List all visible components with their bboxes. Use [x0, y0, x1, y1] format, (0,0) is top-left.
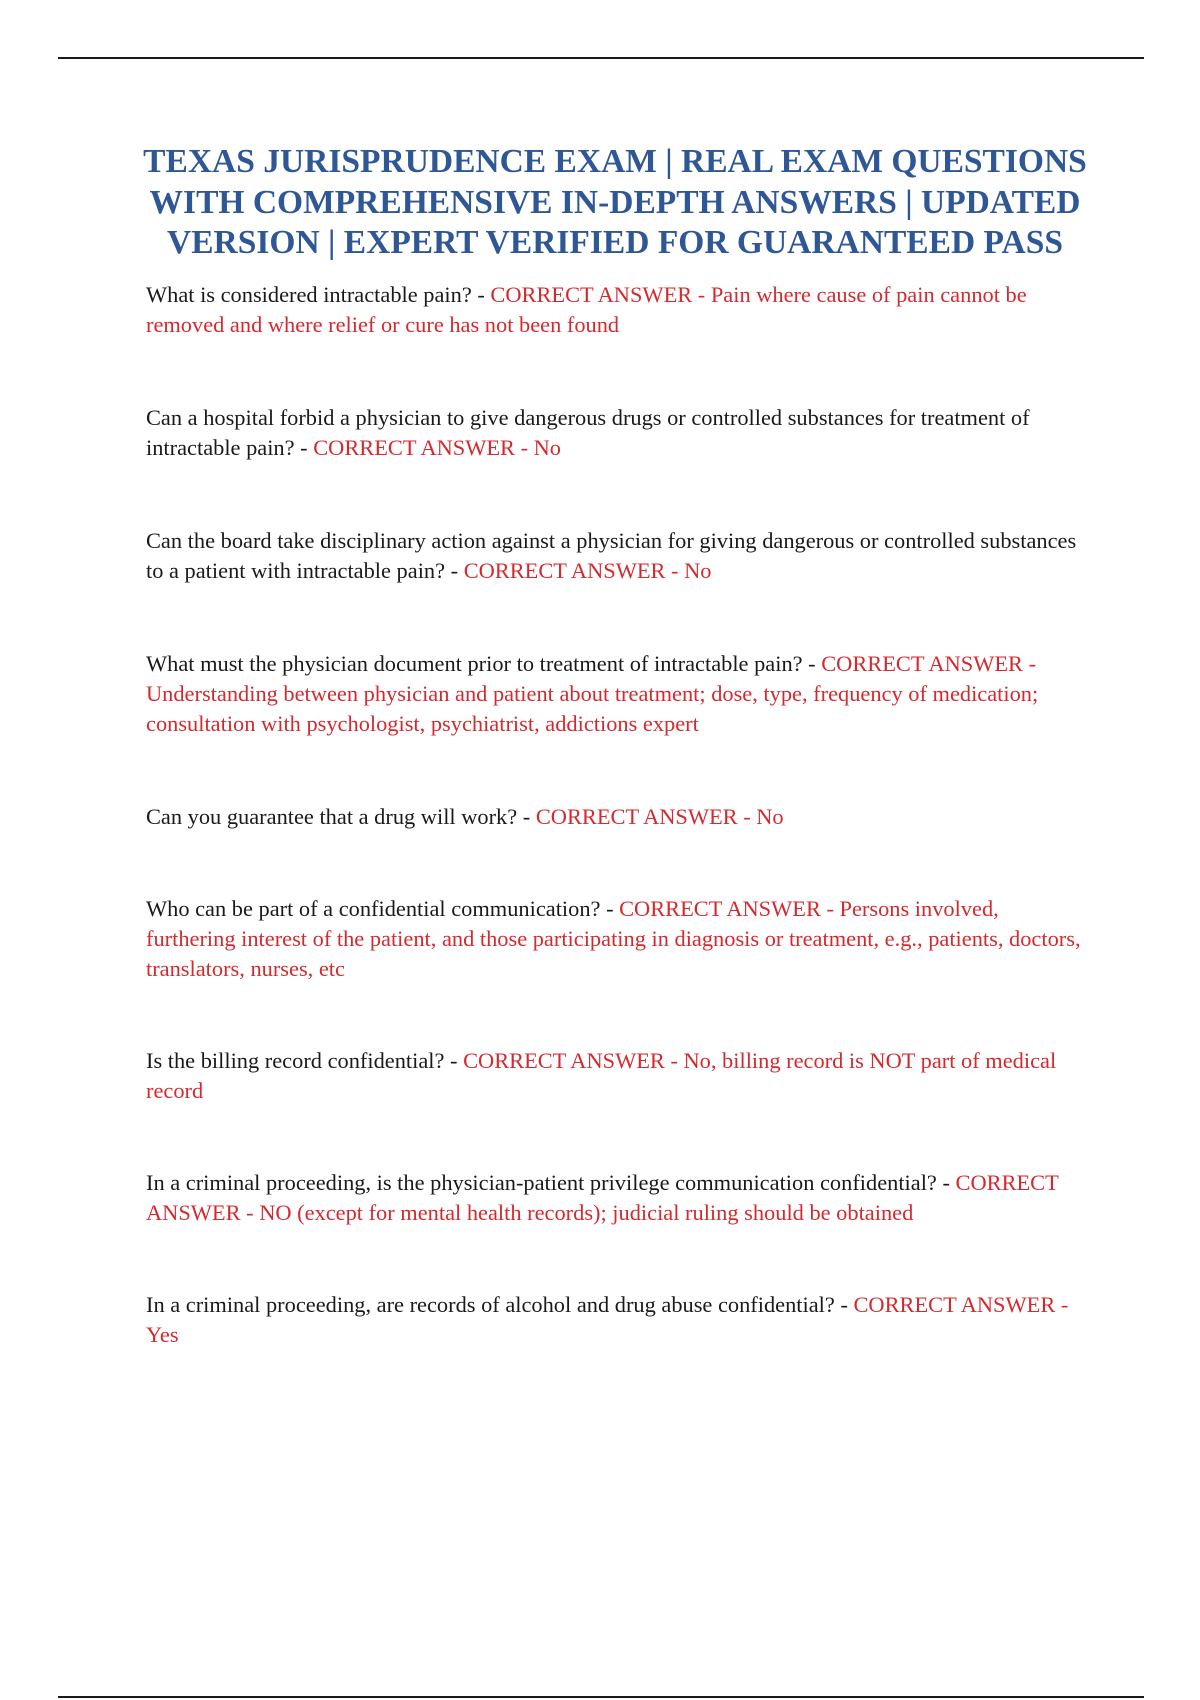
question-text: What is considered intractable pain? - [146, 282, 491, 307]
answer-text: CORRECT ANSWER - NO (except for mental health records); judicial ruling should be obtained [146, 1170, 1059, 1225]
question-text: What must the physician document prior to treatment of intractable pain? - [146, 651, 822, 676]
question-text: In a criminal proceeding, is the physician-patient privilege communication confidential? - [146, 1170, 956, 1195]
qa-item-3 [146, 526, 1088, 586]
bottom-divider [58, 1696, 1144, 1698]
qa-item-5 [146, 802, 1088, 832]
qa-item-2 [146, 403, 1088, 463]
document-title: TEXAS JURISPRUDENCE EXAM | REAL EXAM QUESTIONS WITH COMPREHENSIVE IN-DEPTH ANSWERS | UPDATED VERSION | EXPERT VERIFIED FOR GUARANTEED PASS [143, 143, 1087, 261]
question-text: Can you guarantee that a drug will work? - [146, 804, 536, 829]
qa-item-9 [146, 1290, 1088, 1350]
question-text: Can the board take disciplinary action against a physician for giving dangerous or controlled substances to a patient with intractable pain? - [146, 528, 1077, 583]
answer-text: CORRECT ANSWER - Persons involved, furthering interest of the patient, and those participating in diagnosis or treatment, e.g., patients, doctors, translators, nurses, etc [146, 896, 1081, 981]
qa-item-7 [146, 1046, 1088, 1106]
question-text: Who can be part of a confidential communication? - [146, 896, 620, 921]
qa-item-4 [146, 649, 1088, 739]
answer-text: CORRECT ANSWER - No, billing record is NOT part of medical record [146, 1048, 1057, 1103]
qa-list [146, 280, 1088, 1350]
top-divider [58, 57, 1144, 59]
qa-item-8 [146, 1168, 1088, 1228]
qa-item-6 [146, 894, 1088, 984]
answer-text: CORRECT ANSWER - Pain where cause of pain cannot be removed and where relief or cure has not been found [146, 282, 1027, 337]
answer-text: CORRECT ANSWER - No [313, 435, 562, 460]
question-text: In a criminal proceeding, are records of alcohol and drug abuse confidential? - [146, 1292, 854, 1317]
answer-text: CORRECT ANSWER - No [463, 558, 712, 583]
answer-text: CORRECT ANSWER - Yes [146, 1292, 1069, 1347]
qa-item-1 [146, 280, 1088, 340]
question-text: Can a hospital forbid a physician to give dangerous drugs or controlled substances for treatment of intractable pain? - [146, 405, 1030, 460]
question-text: Is the billing record confidential? - [146, 1048, 464, 1073]
answer-text: CORRECT ANSWER - Understanding between physician and patient about treatment; dose, type, frequency of medication; consultation with psychologist, psychiatrist, addictions expert [146, 651, 1039, 736]
answer-text: CORRECT ANSWER - No [535, 804, 784, 829]
